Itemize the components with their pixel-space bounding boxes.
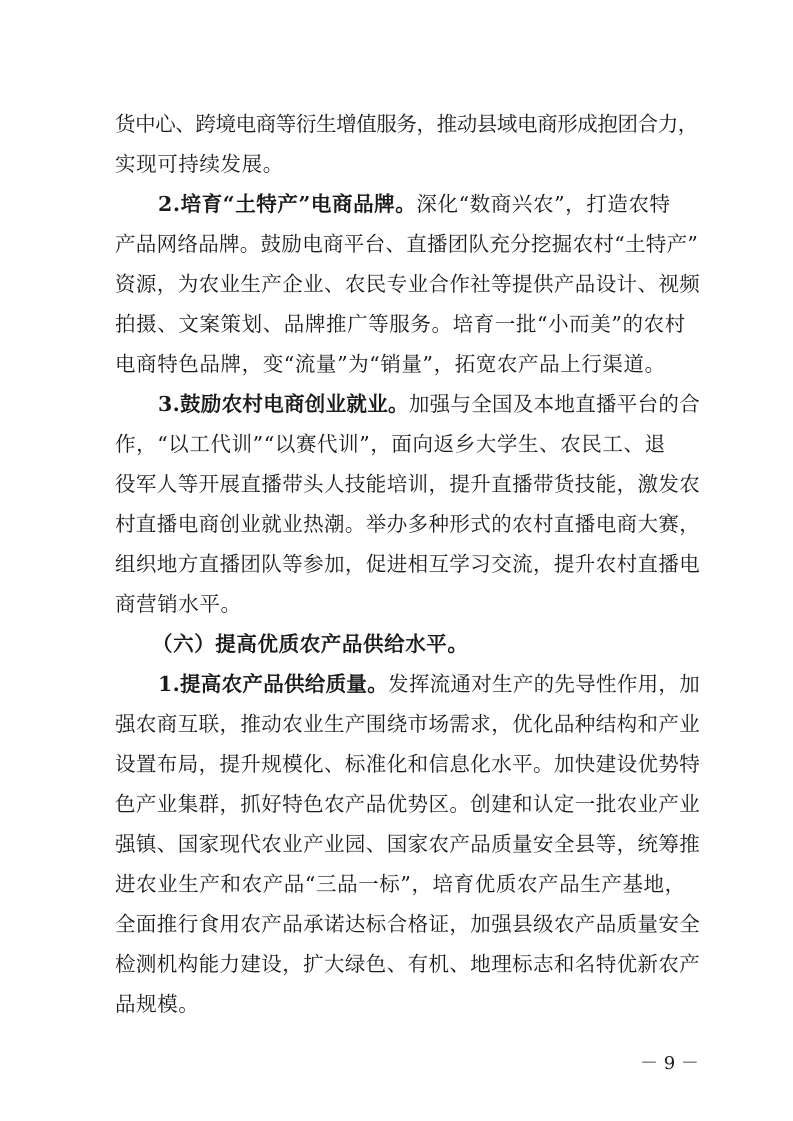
- body-text-line: 村直播电商创业就业热潮。举办多种形式的农村直播电商大赛，: [115, 512, 701, 536]
- body-text-line: 产品网络品牌。鼓励电商平台、直播团队充分挖掘农村“土特产”: [115, 232, 699, 256]
- body-text-line: 商营销水平。: [115, 592, 242, 616]
- body-text-line: 资源，为农业生产企业、农民专业合作社等提供产品设计、视频: [115, 272, 701, 296]
- item-heading-supply-quality: 1.提高农产品供给质量。: [158, 672, 389, 696]
- body-text-line: 拍摄、文案策划、品牌推广等服务。培育一批“小而美”的农村: [115, 312, 686, 336]
- body-text: 加强与全国及本地直播平台的合: [408, 392, 701, 416]
- paragraph-first-line: [158, 664, 700, 704]
- body-text-line: 品规模。: [115, 992, 200, 1016]
- item-heading-encourage-employment: 3.鼓励农村电商创业就业。: [158, 392, 409, 416]
- body-text-line: 组织地方直播团队等参加，促进相互学习交流，提升农村直播电: [115, 552, 701, 576]
- body-text-line: 强农商互联，推动农业生产围绕市场需求，优化品种结构和产业: [115, 712, 701, 736]
- page-number: － 9 －: [640, 1053, 699, 1074]
- body-text-line: 役军人等开展直播带头人技能培训，提升直播带货技能，激发农: [115, 472, 701, 496]
- section-heading: （六）提高优质农产品供给水平。: [152, 632, 469, 656]
- body-text-line: 设置布局，提升规模化、标准化和信息化水平。加快建设优势特: [115, 752, 701, 776]
- body-text-line: 货中心、跨境电商等衍生增值服务，推动县域电商形成抱团合力，: [115, 112, 698, 136]
- body-text-line: 检测机构能力建设，扩大绿色、有机、地理标志和名特优新农产: [115, 952, 701, 976]
- paragraph-first-line: [158, 184, 671, 224]
- body-text: 深化“数商兴农”，打造农特: [416, 192, 671, 216]
- body-text: 发挥流通对生产的先导性作用，加: [388, 672, 701, 696]
- paragraph-first-line: [158, 384, 700, 424]
- body-text-line: 实现可持续发展。: [115, 152, 284, 176]
- item-heading-cultivate-brand: 2.培育“土特产”电商品牌。: [158, 192, 417, 216]
- body-text-line: 全面推行食用农产品承诺达标合格证，加强县级农产品质量安全: [115, 912, 701, 936]
- body-text-line: 进农业生产和农产品“三品一标”，培育优质农产品生产基地，: [115, 872, 686, 896]
- body-text-line: 电商特色品牌，变“流量”为“销量”，拓宽农产品上行渠道。: [115, 352, 666, 376]
- body-text-line: 强镇、国家现代农业产业园、国家农产品质量安全县等，统筹推: [115, 832, 701, 856]
- body-text-line: 色产业集群，抓好特色农产品优势区。创建和认定一批农业产业: [115, 792, 701, 816]
- body-text-line: 作，“以工代训”“以赛代训”，面向返乡大学生、农民工、退: [115, 432, 666, 456]
